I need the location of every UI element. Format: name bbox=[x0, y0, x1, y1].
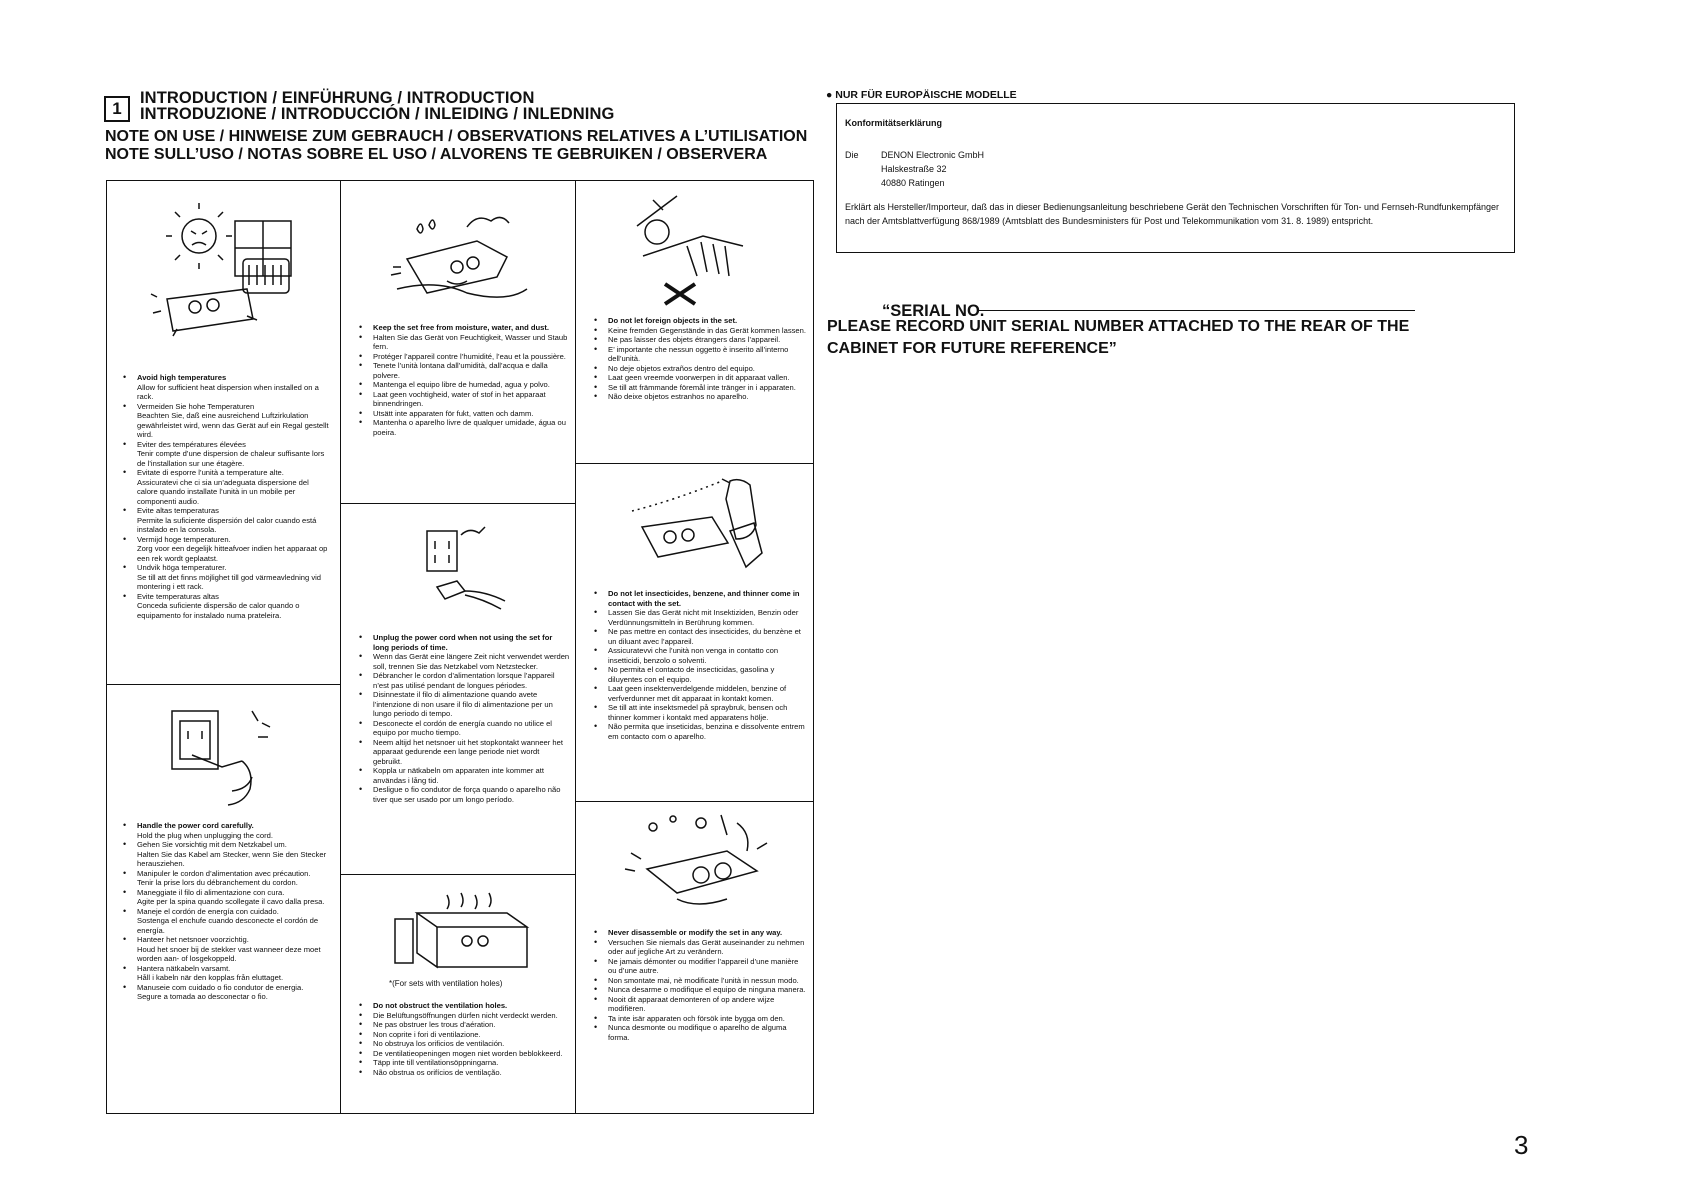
list-item: • Assicuratevvi che l’unità non venga in contatto con insetticidi, benzolo o solventi. bbox=[608, 646, 808, 665]
page-number: 3 bbox=[1514, 1130, 1529, 1160]
list-item: • Não permita que inseticidas, benzina e dissolvente entrem em contacto com o aparelho. bbox=[608, 722, 808, 741]
moisture-text bbox=[355, 323, 570, 437]
list-item: • Utsätt inte apparaten för fukt, vatten och damm. bbox=[373, 409, 570, 419]
disassemble-illustration bbox=[617, 809, 787, 919]
list-item: • No permita el contacto de insecticidas, gasolina y diluyentes con el equipo. bbox=[608, 665, 808, 684]
list-item: • Desconecte el cordón de energía cuando no utilice el equipo por mucho tiempo. bbox=[373, 719, 570, 738]
ventilation-illustration bbox=[387, 889, 537, 973]
grid-divider bbox=[575, 801, 813, 802]
moisture-illustration bbox=[387, 209, 537, 304]
grid-divider bbox=[107, 684, 340, 685]
section-title-line2: INTRODUZIONE / INTRODUCCIÓN / INLEIDING / INLEDNING bbox=[140, 105, 615, 123]
conformity-box bbox=[836, 103, 1515, 253]
list-item: • Nunca desarme o modifique el equipo de ninguna manera. bbox=[608, 985, 808, 995]
list-item: • Never disassemble or modify the set in any way. bbox=[608, 928, 808, 938]
list-item: • Manuseie com cuidado o fio condutor de energia. Segure a tomada ao desconectar o fio. bbox=[137, 983, 331, 1002]
list-item: • Eviter des températures élevées Tenir compte d’une dispersion de chaleur suffisante lors de l’installation sur une étagère. bbox=[137, 440, 331, 469]
list-item: • Vermeiden Sie hohe Temperaturen Beachten Sie, daß eine ausreichend Luftzirkulation gewährleistet wird, wenn das Gerät auf ein Regal gestellt wird. bbox=[137, 402, 331, 440]
list-item: • No obstruya los orificios de ventilación. bbox=[373, 1039, 570, 1049]
heat-text bbox=[119, 373, 331, 620]
list-item: • Avoid high temperatures Allow for sufficient heat dispersion when installed on a rack. bbox=[137, 373, 331, 402]
list-item: • E’ importante che nessun oggetto è inserito all’interno dell’unità. bbox=[608, 345, 808, 364]
insecticide-text bbox=[590, 589, 808, 741]
european-models-heading: ● NUR FÜR EUROPÄISCHE MODELLE bbox=[826, 89, 1017, 101]
serial-number-field-line bbox=[977, 310, 1415, 311]
subtitle-line2: NOTE SULL’USO / NOTAS SOBRE EL USO / ALVORENS TE GEBRUIKEN / OBSERVERA bbox=[105, 146, 768, 163]
list-item: • Do not obstruct the ventilation holes. bbox=[373, 1001, 570, 1011]
list-item: • Ne pas laisser des objets étrangers dans l’appareil. bbox=[608, 335, 808, 345]
list-item: • De ventilatieopeningen mogen niet worden beblokkeerd. bbox=[373, 1049, 570, 1059]
ventilation-note: *(For sets with ventilation holes) bbox=[389, 979, 503, 988]
list-item: • Die Belüftungsöffnungen dürfen nicht verdeckt werden. bbox=[373, 1011, 570, 1021]
list-item: • Hanteer het netsnoer voorzichtig. Houd het snoer bij de stekker vast wanneer deze moet worden aan- of losgekoppeld. bbox=[137, 935, 331, 964]
insecticide-illustration bbox=[612, 471, 792, 581]
address-line: DENON Electronic GmbH bbox=[881, 150, 985, 160]
list-item: • Evite altas temperaturas Permite la suficiente dispersión del calor cuando está instalado en la consola. bbox=[137, 506, 331, 535]
list-item: • Versuchen Sie niemals das Gerät auseinander zu nehmen oder auf jegliche Art zu verändern. bbox=[608, 938, 808, 957]
unplug-text bbox=[355, 633, 570, 804]
subtitle-line1: NOTE ON USE / HINWEISE ZUM GEBRAUCH / OBSERVATIONS RELATIVES A L’UTILISATION bbox=[105, 128, 808, 145]
list-item: • Do not let insecticides, benzene, and thinner come in contact with the set. bbox=[608, 589, 808, 608]
list-item: • Hantera nätkabeln varsamt. Håll i kabeln när den kopplas från eluttaget. bbox=[137, 964, 331, 983]
list-item: • Do not let foreign objects in the set. bbox=[608, 316, 808, 326]
list-item: • Undvik höga temperaturer. Se till att det finns möjlighet till god värmeavledning vid montering i ett rack. bbox=[137, 563, 331, 592]
list-item: • Mantenha o aparelho livre de qualquer umidade, água ou poeira. bbox=[373, 418, 570, 437]
list-item: • Se till att främmande föremål inte tränger in i apparaten. bbox=[608, 383, 808, 393]
list-item: • Ta inte isär apparaten och försök inte bygga om den. bbox=[608, 1014, 808, 1024]
grid-divider bbox=[340, 181, 341, 1113]
list-item: • Wenn das Gerät eine längere Zeit nicht verwendet werden soll, trennen Sie das Netzkabel vom Netzstecker. bbox=[373, 652, 570, 671]
list-item: • Koppla ur nätkabeln om apparaten inte kommer att användas i lång tid. bbox=[373, 766, 570, 785]
list-item: • Desligue o fio condutor de força quando o aparelho não tiver que ser usado por um longo período. bbox=[373, 785, 570, 804]
serial-instruction-line1: PLEASE RECORD UNIT SERIAL NUMBER ATTACHED TO THE REAR OF THE bbox=[827, 318, 1410, 335]
foreign-objects-illustration bbox=[617, 186, 757, 306]
list-item: • Maneggiate il filo di alimentazione con cura. Agite per la spina quando scollegate il cavo dalla presa. bbox=[137, 888, 331, 907]
unplug-illustration bbox=[407, 521, 517, 611]
list-item: • Laat geen vochtigheid, water of stof in het apparaat binnendringen. bbox=[373, 390, 570, 409]
disassemble-text bbox=[590, 928, 808, 1042]
list-item: • Débrancher le cordon d’alimentation lorsque l’appareil n’est pas utilisé pendant de longues périodes. bbox=[373, 671, 570, 690]
conformity-title: Konformitätserklärung bbox=[845, 118, 943, 128]
foreign-objects-text bbox=[590, 316, 808, 402]
list-item: • Laat geen vreemde voorwerpen in dit apparaat vallen. bbox=[608, 373, 808, 383]
list-item: • No deje objetos extraños dentro del equipo. bbox=[608, 364, 808, 374]
list-item: • Não deixe objetos estranhos no aparelho. bbox=[608, 392, 808, 402]
address-line: 40880 Ratingen bbox=[881, 178, 945, 188]
conformity-die: Die bbox=[845, 150, 859, 160]
grid-divider bbox=[340, 874, 575, 875]
grid-divider bbox=[575, 463, 813, 464]
list-item: • Evite temperaturas altas Conceda suficiente dispersão de calor quando o equipamento for instalado numa prateleira. bbox=[137, 592, 331, 621]
list-item: • Non smontate mai, nè modificate l’unità in nessun modo. bbox=[608, 976, 808, 986]
grid-divider bbox=[340, 503, 575, 504]
power-cord-text bbox=[119, 821, 331, 1002]
list-item: • Nooit dit apparaat demonteren of op andere wijze modifiëren. bbox=[608, 995, 808, 1014]
list-item: • Se till att inte insektsmedel på spraybruk, bensen och thinner kommer i kontakt med apparatens hölje. bbox=[608, 703, 808, 722]
grid-divider bbox=[575, 181, 576, 1113]
list-item: • Täpp inte till ventilationsöppningarna. bbox=[373, 1058, 570, 1068]
list-item: • Keep the set free from moisture, water, and dust. bbox=[373, 323, 570, 333]
list-item: • Mantenga el equipo libre de humedad, agua y polvo. bbox=[373, 380, 570, 390]
list-item: • Manipuler le cordon d’alimentation avec précaution. Tenir la prise lors du débranchement du cordon. bbox=[137, 869, 331, 888]
list-item: • Tenete l’unità lontana dall’umidità, dall’acqua e dalla polvere. bbox=[373, 361, 570, 380]
power-cord-illustration bbox=[162, 701, 282, 811]
list-item: • Evitate di esporre l’unità a temperature alte. Assicuratevi che ci sia un’adeguata dispersione del calore quando installate l’unità in un mobile per componenti audio. bbox=[137, 468, 331, 506]
section-number-box: 1 bbox=[104, 96, 130, 122]
list-item: • Protéger l’appareil contre l’humidité, l’eau et la poussière. bbox=[373, 352, 570, 362]
ventilation-text bbox=[355, 1001, 570, 1077]
list-item: • Disinnestate il filo di alimentazione quando avete l’intenzione di non usare il filo di alimentazione per un lungo periodo di tempo. bbox=[373, 690, 570, 719]
list-item: • Neem altijd het netsnoer uit het stopkontakt wanneer het apparaat gedurende een lange periode niet wordt gebruikt. bbox=[373, 738, 570, 767]
list-item: • Ne jamais démonter ou modifier l’appareil d’une manière ou d’une autre. bbox=[608, 957, 808, 976]
list-item: • Maneje el cordón de energía con cuidado. Sostenga el enchufe cuando desconecte el cordón de energía. bbox=[137, 907, 331, 936]
list-item: • Unplug the power cord when not using the set for long periods of time. bbox=[373, 633, 570, 652]
address-line: Halskestraße 32 bbox=[881, 164, 947, 174]
list-item: • Keine fremden Gegenstände in das Gerät kommen lassen. bbox=[608, 326, 808, 336]
list-item: • Gehen Sie vorsichtig mit dem Netzkabel um. Halten Sie das Kabel am Stecker, wenn Sie den Stecker herausziehen. bbox=[137, 840, 331, 869]
heat-illustration bbox=[147, 201, 307, 341]
serial-number-label: “SERIAL NO. bbox=[882, 302, 985, 320]
precautions-grid bbox=[106, 180, 814, 1114]
serial-instruction-line2: CABINET FOR FUTURE REFERENCE” bbox=[827, 340, 1117, 357]
list-item: • Ne pas obstruer les trous d’aération. bbox=[373, 1020, 570, 1030]
list-item: • Non coprite i fori di ventilazione. bbox=[373, 1030, 570, 1040]
list-item: • Vermijd hoge temperaturen. Zorg voor een degelijk hitteafvoer indien het apparaat op een rek wordt geplaatst. bbox=[137, 535, 331, 564]
list-item: • Laat geen insektenverdelgende middelen, benzine of verfverdunner met dit apparaat in kontakt komen. bbox=[608, 684, 808, 703]
section-title-line1: INTRODUCTION / EINFÜHRUNG / INTRODUCTION bbox=[140, 89, 535, 107]
list-item: • Ne pas mettre en contact des insecticides, du benzène et un diluant avec l’appareil. bbox=[608, 627, 808, 646]
list-item: • Lassen Sie das Gerät nicht mit Insektiziden, Benzin oder Verdünnungsmitteln in Berührung kommen. bbox=[608, 608, 808, 627]
list-item: • Não obstrua os orifícios de ventilação. bbox=[373, 1068, 570, 1078]
list-item: • Handle the power cord carefully. Hold the plug when unplugging the cord. bbox=[137, 821, 331, 840]
conformity-declaration: Erklärt als Hersteller/Importeur, daß das in dieser Bedienungsanleitung beschriebene Gerät den Technischen Vorschriften für Ton- und Fernseh-Rundfunkempfänger nach der Amtsblattverfügung 868/1989 (Amtsblatt des Bundesministers für Post und Telekommunikation vom 31. 8. 1989) entspricht. bbox=[845, 202, 1500, 226]
list-item: • Halten Sie das Gerät von Feuchtigkeit, Wasser und Staub fern. bbox=[373, 333, 570, 352]
list-item: • Nunca desmonte ou modifique o aparelho de alguma forma. bbox=[608, 1023, 808, 1042]
